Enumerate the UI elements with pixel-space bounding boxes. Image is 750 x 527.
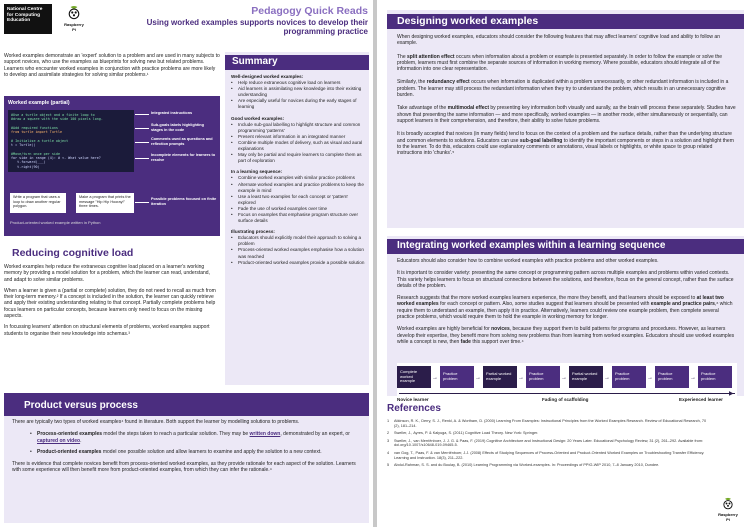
summary-title: Summary [232,56,278,67]
flow-arrow-icon: → [561,375,567,381]
summary-group-heading: Well-designed worked examples: [231,74,304,79]
reducing-title: Reducing cognitive load [12,247,134,259]
code-sample [8,110,134,172]
annotation-integrated: Integrated instructions [151,111,193,115]
raspberry-pi-logo: Raspberry Pi [62,5,86,32]
worked-example-title: Worked example (partial) [8,100,70,106]
variety-para: It is important to consider variety: presenting the same concept or programming pattern across multiple examples and problems within varied contexts. This variety helps learners to focus on structural connections between the solutions, and therefore, focus on the general concept, rather than the surface details of the problem. [397,270,734,289]
summary-body [231,74,365,266]
split-attention-para: The split attention effect occurs when information about a problem or example is presented separately. In order to follow the example or solve the problem, learners must first combine the separate sources of information in working memory. Where possible, educators should integrate all of the information into one clear representation. [397,53,723,73]
integrating-intro: Educators should also consider how to combine worked examples with practice problems and other worked examples. [397,258,659,264]
summary-item: • Fade the use of worked examples over time [231,206,365,212]
summary-item: • Combine multiple modes of delivery, such as visual and aural explanations [231,140,365,152]
code-line: from turtle import Turtle [11,130,63,135]
reference-item: 1 Atkinson, R. K., Derry, S. J., Renkl, A. & Wortham, D. (2000) Learning From Examples: Instructional Principles from the Worked Examples Research. Review of Educational Research, 70 (2), 181–214. [387,419,707,428]
page-title: Using worked examples supports novices to develop their programming practice [146,18,368,37]
arrow-right-icon: ▶ [729,391,734,397]
annotation-incomplete: Incomplete elements for learners to resolve [151,153,216,162]
designing-title: Designing worked examples [397,15,539,27]
flow-step: Complete worked example [397,366,431,388]
multimodal-para: Take advantage of the multimodal effect by presenting key information both visually and aurally, as the brain will process these separately. Studies have shown that presenting the same information — and more specifically, worked examples — in another mode, either simultaneously or sequentially, can support learners in their comprehension, and therefore, their ability to solve future problems. [397,105,736,124]
problem-box-polygon: Write a program that uses a loop to draw another regular polygon. [10,193,66,213]
summary-item: • Combine worked examples with similar practice problems [231,175,365,181]
flow-step: Practice problem [526,366,560,388]
reference-item: 2 Sweller, J., Ayres, P. & Kalyuga, S. (2011) Cognitive Load Theory. New York: Springer. [387,431,539,436]
page-one [0,0,373,527]
reducing-para-2: When a learner is given a (partial or complete) solution, they do not need to recall as much from their long-term memory.² If a concept is included in the solution, the learner can quickly retrieve and apply their existing understanding relating to that concept. Partially complete problems help focus learners on particular concepts, because learners only need to focus on the missing aspects. [4,287,216,320]
flow-step: Practice problem [612,366,646,388]
integrating-title: Integrating worked examples within a learning sequence [397,240,666,251]
ncce-logo: National Centre for Computing Education [4,4,52,34]
subgoal-para: It is broadly accepted that novices (in many fields) tend to focus on the context of a problem and the surface details, rather than the underlying structure and common elements to solutions. Educators can use sub-goal labelling to identify the important components or steps in a solution and highlight them to the learner. To do this, educators could use explanatory comments or annotations, visual labels or highlights, or white space to group related instructions into 'chunks'.⁵ [397,131,734,157]
flow-arrow-icon: → [475,375,481,381]
worked-example-panel [4,96,220,236]
flow-arrow-icon: → [690,375,696,381]
annotation-subgoals: Sub-goals labels highlighting stages in the code [151,123,204,132]
summary-item: • Alternate worked examples and practice problems to keep the example in mind [231,182,365,194]
code-line: #Move/turn once per side [11,151,60,156]
summary-item: • Help reduce extraneous cognitive load on learners [231,80,365,86]
research-para: Research suggests that the more worked examples learners experience, the more they benefit, and that learners should be exposed to at least two worked examples for each concept or pattern. Also, some studies suggest that learners should be presented with example and practice pairs,⁶ which require them to understand an example, then apply it in practice. Alternatively, learners could review one example problem, then complete several practice problems, which would require them to hold the example in working memory for longer. [397,295,733,321]
redundancy-para: Similarly, the redundancy effect occurs when information is duplicated within a problem unnecessarily, or other redundant information is included in a problem. The learner may still process the redundant information when they try to understand the problem, which results in an unnecessary cognitive burden. [397,79,729,99]
fading-label: Fading of scaffolding [542,397,589,402]
summary-item: • Product-oriented worked examples provide a possible solution [231,260,365,266]
designing-intro: When designing worked examples, educators should consider the following features that may affect learners' cognitive load and ability to follow an example. [397,34,720,47]
annotation-comments: Comments used as questions and reflection prompts [151,137,213,146]
worked-example-caption: Product-oriented worked example written in Python [10,220,101,225]
code-line: for side in range (4): # <- What value here? [11,155,101,160]
flow-step: Partial worked example [483,366,517,388]
page-two [377,0,750,527]
summary-item: • Use a least two examples for each concept or 'pattern' explored [231,194,365,206]
code-line: # Initialise a turtle object [11,138,69,143]
summary-item: • Include sub-goal labelling to highlight structure and common programming 'patterns' [231,122,365,134]
product-process-panel [4,393,369,523]
summary-item: • Process-oriented worked examples emphasise how a solution was reached [231,247,365,259]
summary-item: • Educators should explicitly model their approach to solving a problem [231,235,365,247]
flow-step: Practice problem [655,366,689,388]
flow-step: Practice problem [440,366,474,388]
code-line: t = Turtle() [11,143,36,148]
summary-item: • Aid learners in assimilating new knowledge into their existing understanding [231,86,365,98]
code-line: #Use a turtle object and a finite loop to [11,113,95,117]
experienced-label: Experienced learner [679,397,723,402]
intro-paragraph: Worked examples demonstrate an 'expert' solution to a problem and are used in many subjects to support novices, who use the examples as blueprints for solving new but related problems. Learners who encounter worked examples in conjunction with practice problems are more likely to develop and assimilate strategies for solving similar problems.¹ [4,53,220,78]
code-line: #Add required functions [11,125,58,130]
summary-item: • Are especially useful for novices during the early stages of learning [231,98,365,110]
reference-item: 5 Abdul-Rahman, S. S. and du Boulay, B. (2010) Learning Programming via Worked-examples. In: Proceedings of PPIG-WIP 2010, 7–8 January 2010, Dundee. [387,463,660,468]
captured-on-video-link[interactable]: captured on video [37,437,81,444]
summary-item: • Focus on examples that emphasise program structure over surface details [231,212,365,224]
flow-arrow-icon: → [518,375,524,381]
novice-label: Novice learner [397,397,429,402]
problem-box-hooray: Make a program that prints the message "Hip Hip Hooray!" three times. [76,193,134,213]
novices-para: Worked examples are highly beneficial for novices, because they support them to build patterns for programs and procedures. However, as learners develop their expertise, they benefit more from solving new problems than from learning from worked examples. Educators should use worked examples while a concept is new, then fade this support over time.⁴ [397,326,735,345]
summary-panel [225,52,369,385]
reference-item: 4 van Gog, T., Paas, F. & van Merriënboer, J.J. (2008) Effects of Studying Sequences of Process-Oriented and Product-Oriented Worked Examples on Troubleshooting Transfer Efficiency. Learning and Instruction. 18(3), 211–222. [387,450,705,460]
flow-arrow-icon: → [647,375,653,381]
summary-group-heading: Good worked examples: [231,115,285,121]
summary-group-heading: In a learning sequence: [231,169,283,175]
reducing-para-3: In focussing learners' attention on structural elements of problems, worked examples support students to organise their new knowledge into schemas.³ [4,324,210,337]
reducing-para-1: Worked examples help reduce the extraneous cognitive load placed on a learner's working memory by providing a model solution for a problem, which the learner can read, understand, and adapt to solve similar problems. [4,264,210,283]
code-line: #draw a square with the side 100 pixels long. [11,117,103,122]
raspberry-pi-footer-logo: Raspberry Pi [716,497,740,522]
references-section [387,401,744,525]
summary-item: • May only be partial and require learners to complete them as part of exploration [231,152,365,164]
product-oriented-item: • Product-oriented examples model one possible solution and allow learners to examine and apply the solution to a new context. [30,449,361,455]
code-line: t.forward(___) [11,160,46,165]
product-outro: There is evidence that complete novices benefit from process-oriented worked examples, as they provide rationale for each aspect of the solution. Learners with some experience will then benefit more from product-oriented examples, from which they can infer the rationale.⁴ [12,461,356,474]
summary-item: • Present relevant information in an integrated manner [231,134,365,140]
references-list [387,419,707,471]
raspberry-icon [722,497,734,510]
flow-step: Partial worked example [569,366,603,388]
flow-step: Practice problem [698,366,732,388]
process-oriented-item: • Process-oriented examples model the steps taken to reach a particular solution. They may be written down, demonstrated by an expert, or captured on video. [30,431,361,444]
flow-arrow-icon: → [432,375,438,381]
reference-item: 3 Sweller, J., van Merriënboer, J. J. G. & Paas, F. (2019) Cognitive Architecture and Instructional Design: 20 Years Later. Educational Psychology Review, 31 (2), 261–292. Available from: doi.org/10.1007/s10648-019-09465-5. [387,438,704,448]
flow-arrow-icon: → [604,375,610,381]
written-down-link[interactable]: written down [249,431,281,438]
summary-group-heading: Illustrating process: [231,229,275,235]
product-title: Product versus process [24,400,138,411]
annotation-problems: Possible problems focused on finite iteration [151,197,217,206]
series-title: Pedagogy Quick Reads [251,5,368,17]
product-intro: There are typically two types of worked examples⁴ found in literature. Both support the learner by modelling solutions to problems. [12,419,300,425]
code-line: t.right(90) [11,164,40,169]
references-title: References [387,403,441,414]
raspberry-icon [67,5,81,20]
designing-panel [387,10,744,228]
reducing-section [4,244,220,387]
